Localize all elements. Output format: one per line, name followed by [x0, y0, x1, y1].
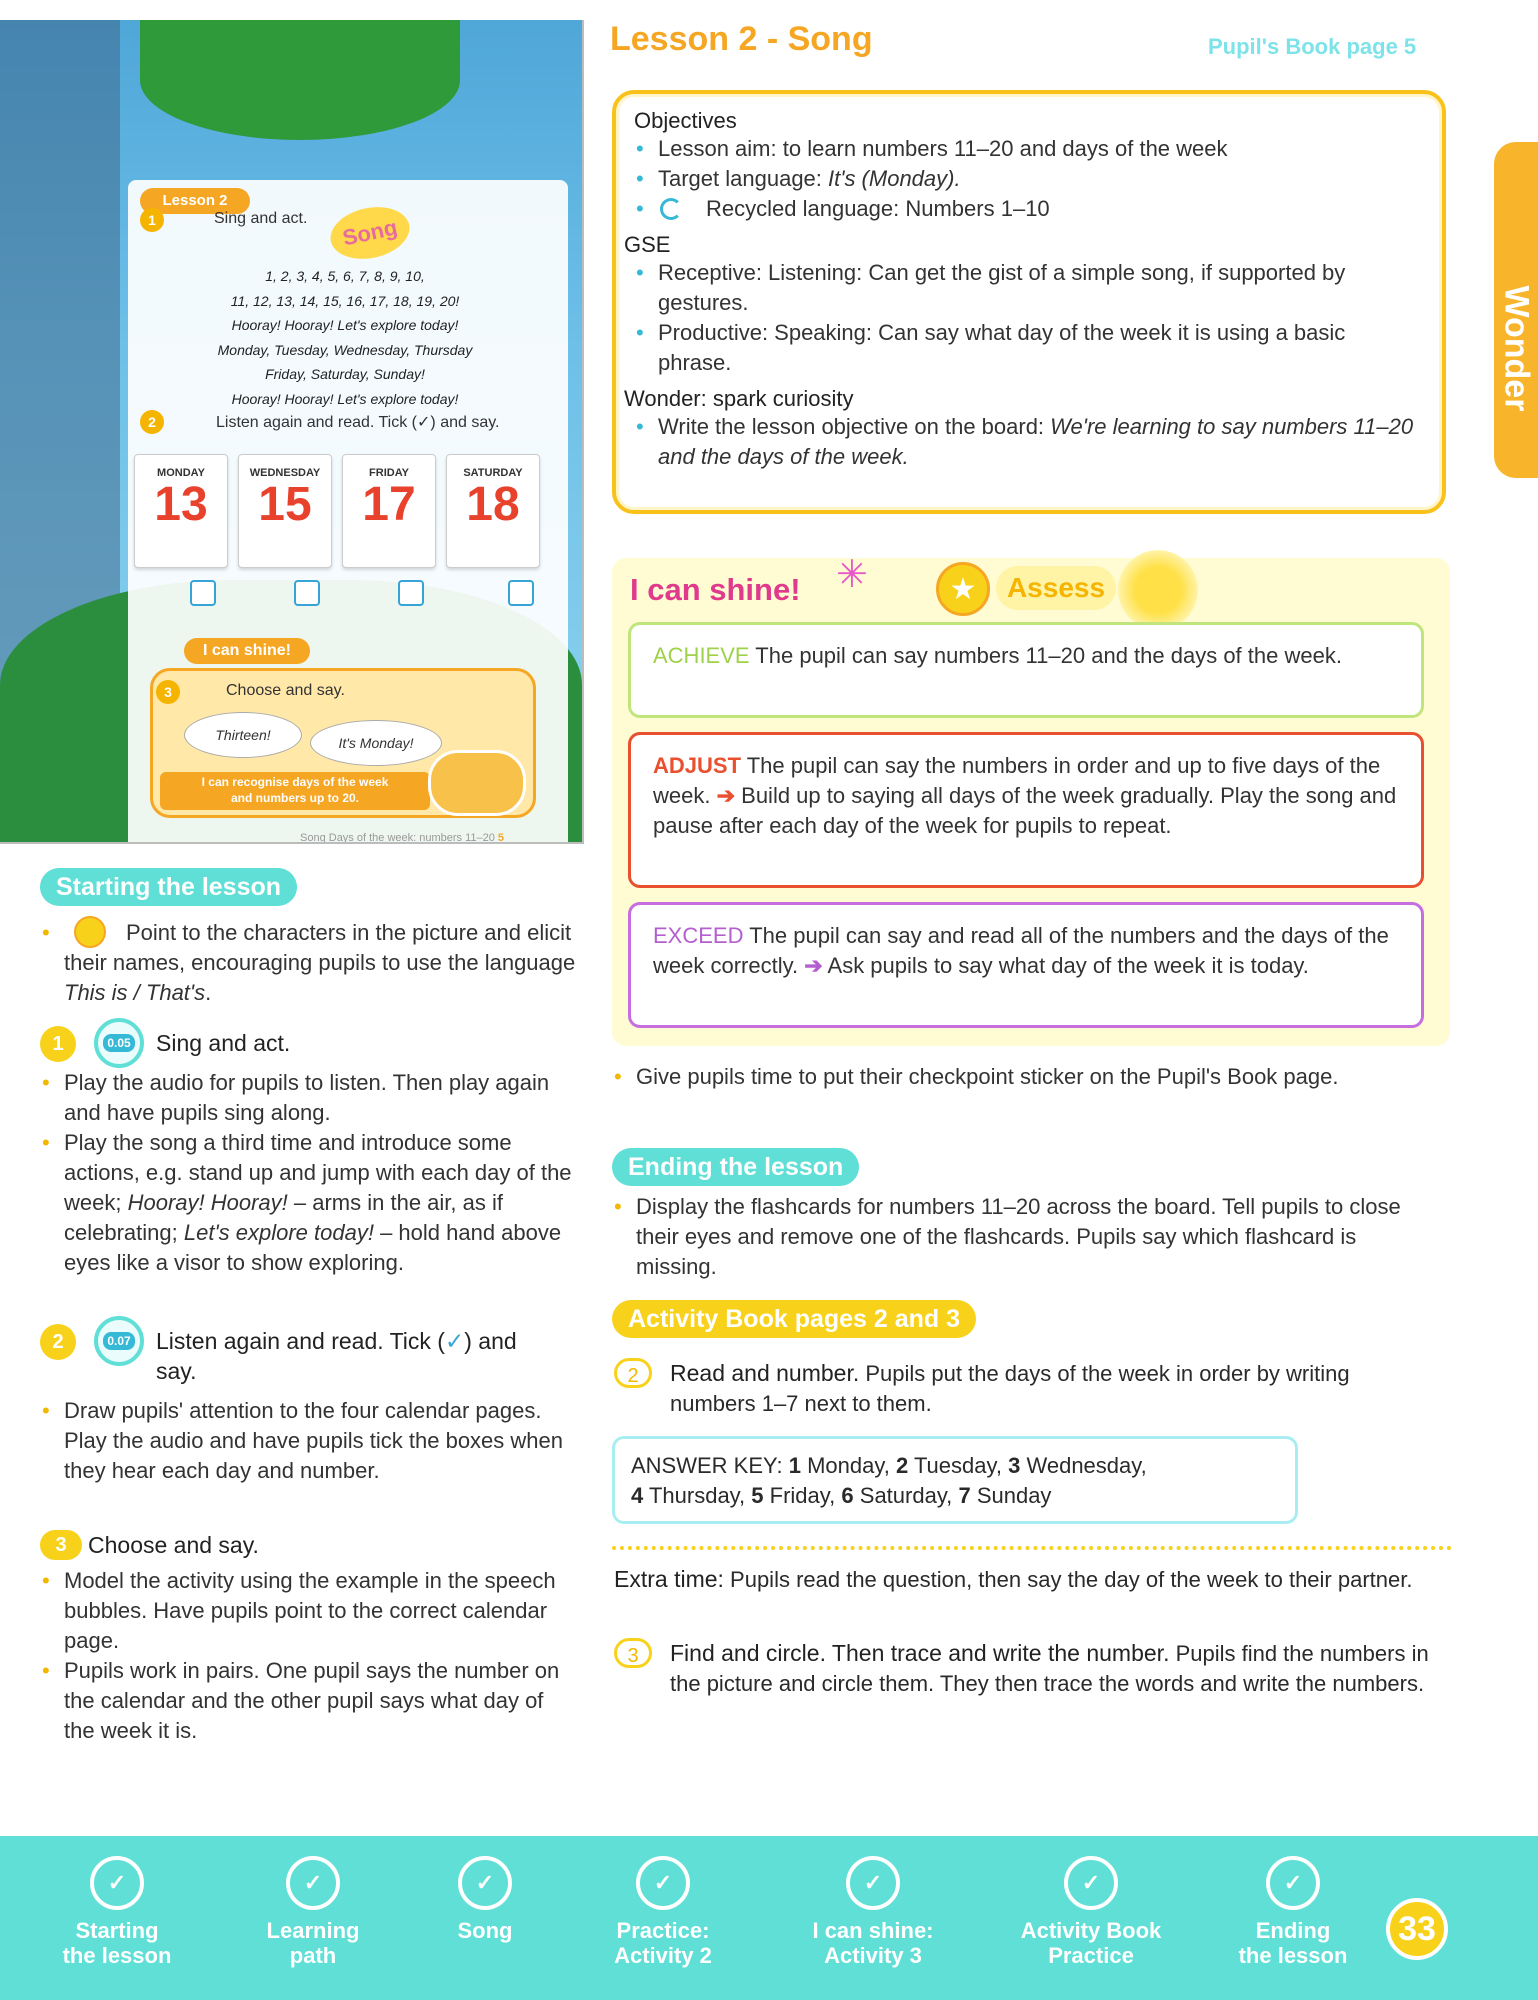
list-item: • Play the audio for pupils to listen. Then play again and have pupils sing along. [40, 1068, 580, 1128]
calendar-number: 15 [258, 478, 312, 531]
answer-number: 7 [958, 1483, 971, 1508]
calendar-day: WEDNESDAY [249, 467, 321, 479]
calendar-page [238, 454, 332, 568]
bullet-text: – hold hand above eyes like a visor to show exploring. [64, 1220, 562, 1275]
adjust-text: The pupil can say the numbers in order and up to five days of the week. [653, 753, 1381, 808]
checkbox-icon: ✓ [846, 1856, 900, 1910]
thumbnail-task2-text: Listen again and read. Tick (✓) and say. [216, 414, 500, 431]
sticker-note [612, 1062, 1442, 1092]
ending-lesson-section [612, 1192, 1442, 1282]
thumbnail-footer [300, 832, 504, 844]
arrow-right-icon: ➔ [716, 783, 736, 808]
nav-label: I can shine: [812, 1918, 934, 1943]
audio-track-label: 0.07 [103, 1332, 134, 1350]
ab-activity-text: Pupils find the numbers in the picture and circle them. They then trace the words and write the numbers. [670, 1641, 1429, 1696]
answer-number: 5 [751, 1483, 764, 1508]
calendar-tick-box [398, 580, 424, 606]
calendar-number: 13 [154, 478, 208, 531]
activity-2-notes [40, 1396, 580, 1486]
thumbnail-task3-text: Choose and say. [226, 682, 345, 699]
bullet-text: . [205, 980, 212, 1005]
exceed-text: Ask pupils to say what day of the week it is today. [822, 953, 1309, 978]
list-item: • Pupils work in pairs. One pupil says the number on the calendar and the other pupil says what day of the week it is. [40, 1656, 580, 1746]
ab-activity-2-badge: 2 [614, 1358, 652, 1388]
answer-number: 4 [631, 1483, 644, 1508]
lyric-line: Hooray! Hooray! Let's explore today! [231, 317, 459, 333]
pupils-book-thumbnail [0, 20, 584, 844]
activity-3-title: Choose and say. [88, 1532, 259, 1558]
calendar-day: FRIDAY [369, 467, 409, 479]
list-item [634, 134, 1424, 164]
goal-line: and numbers up to 20. [230, 791, 359, 805]
nav-label: Activity 2 [614, 1943, 712, 1968]
list-item [40, 1128, 580, 1278]
checkbox-icon: ✓ [1266, 1856, 1320, 1910]
wonder-heading: Wonder: spark curiosity [624, 386, 854, 411]
list-item [40, 918, 580, 1008]
assess-label: Assess [996, 566, 1116, 610]
nav-song[interactable] [400, 1856, 570, 1943]
nav-label: Practice [1048, 1943, 1134, 1968]
nav-label: path [289, 1943, 337, 1968]
ab-activity-3 [670, 1638, 1442, 1699]
answer-day: Sunday [976, 1483, 1052, 1508]
bullet-italic: This is / That's [64, 980, 206, 1005]
starting-lesson-section [40, 918, 580, 1008]
list-item [634, 318, 1424, 378]
lyric-line: 11, 12, 13, 14, 15, 16, 17, 18, 19, 20! [230, 292, 460, 309]
answer-key-label: ANSWER KEY: [631, 1453, 783, 1478]
lyric-line: Monday, Tuesday, Wednesday, Thursday [217, 341, 473, 358]
nav-label: Starting [75, 1918, 159, 1943]
achieve-label: ACHIEVE [653, 643, 750, 668]
value: to learn numbers 11–20 and days of the week [776, 136, 1228, 161]
bullet-text: Play the song a third time and introduce some actions, e.g. stand up and jump with each day of the week; [64, 1130, 572, 1215]
nav-learning-path[interactable] [228, 1856, 398, 1968]
label: Recycled language: [706, 196, 900, 221]
calendar-tick-box [190, 580, 216, 606]
answer-key-box [612, 1436, 1298, 1524]
nav-activity-book-practice[interactable] [1006, 1856, 1176, 1968]
value: Can get the gist of a simple song, if supported by gestures. [658, 260, 1346, 315]
answer-day: Friday, [769, 1483, 836, 1508]
lyric-line: Friday, Saturday, Sunday! [265, 366, 425, 382]
value: It's (Monday). [821, 166, 961, 191]
ab-activity-2 [670, 1358, 1440, 1419]
list-item [634, 258, 1424, 318]
activity-book-heading: Activity Book pages 2 and 3 [612, 1300, 976, 1338]
audio-headphones-icon[interactable] [94, 1018, 144, 1068]
list-item: • Model the activity using the example in the speech bubbles. Have pupils point to the correct calendar page. [40, 1566, 580, 1656]
sparkle-icon: ✳ [836, 554, 868, 596]
answer-day: Saturday, [859, 1483, 953, 1508]
answer-number: 1 [788, 1453, 801, 1478]
value-italic: We're learning to say numbers 11–20 and the days of the week. [658, 414, 1414, 469]
lyric-line: 1, 2, 3, 4, 5, 6, 7, 8, 9, 10, [265, 268, 425, 284]
bullet-text: Point to the characters in the picture and elicit their names, encouraging pupils to use the language [64, 920, 576, 975]
value: Write the lesson objective on the board: [658, 414, 1051, 439]
thumbnail-footer-text: Song Days of the week: numbers 11–20 [300, 832, 495, 844]
checkbox-icon: ✓ [636, 1856, 690, 1910]
checkbox-icon: ✓ [1064, 1856, 1118, 1910]
adjust-text: Build up to saying all days of the week gradually. Play the song and pause after each day of the week for pupils to repeat. [653, 783, 1397, 838]
list-item: • Draw pupils' attention to the four calendar pages. Play the audio and have pupils tick the boxes when they hear each day and number. [40, 1396, 580, 1486]
ab-activity-title: Find and circle. Then trace and write the number. [670, 1640, 1170, 1666]
list-item: • Give pupils time to put their checkpoint sticker on the Pupil's Book page. [612, 1062, 1442, 1092]
calendar-number: 18 [466, 478, 520, 531]
calendar-tick-box [294, 580, 320, 606]
star-character-icon [74, 916, 106, 948]
dotted-divider [612, 1546, 1452, 1550]
arrow-right-icon: ➔ [804, 953, 823, 978]
thumbnail-shine-label: I can shine! [184, 638, 310, 664]
adjust-label: ADJUST [653, 753, 742, 778]
activity-3-badge: 3 [40, 1530, 82, 1560]
extra-time-label: Extra time: [614, 1566, 724, 1592]
label: Lesson aim: [658, 136, 777, 161]
audio-track-label: 0.05 [103, 1034, 134, 1052]
nav-starting-the-lesson[interactable] [32, 1856, 202, 1968]
value: Can say what day of the week it is using a basic phrase. [658, 320, 1346, 375]
answer-day: Wednesday, [1026, 1453, 1147, 1478]
achieve-text: The pupil can say numbers 11–20 and the days of the week. [749, 643, 1342, 668]
thumbnail-task1-text: Sing and act. [214, 210, 308, 227]
nav-ending-the-lesson[interactable] [1208, 1856, 1378, 1968]
objectives-heading: Objectives [634, 108, 737, 133]
thumbnail-tree [140, 20, 460, 140]
title-text: ) and say. [156, 1328, 517, 1384]
thumbnail-task1-badge: 1 [140, 208, 164, 232]
pupils-book-reference: Pupil's Book page 5 [1208, 34, 1417, 59]
checkbox-icon: ✓ [286, 1856, 340, 1910]
ab-activity-title: Read and number. [670, 1360, 860, 1386]
extra-time-note [614, 1564, 1444, 1595]
adjust-card [628, 732, 1424, 888]
activity-2-title [156, 1326, 556, 1386]
calendar-page [134, 454, 228, 568]
nav-label: Learning [266, 1918, 360, 1943]
title-text: Listen again and read. Tick ( [156, 1328, 445, 1354]
list-item [634, 194, 1424, 224]
page-number: 33 [1386, 1898, 1448, 1960]
assess-star-icon: ★ [936, 562, 990, 616]
wonder-side-tab-label [1497, 286, 1536, 346]
objectives-content [624, 108, 1424, 472]
thumbnail-page-number: 5 [497, 832, 505, 844]
audio-headphones-icon[interactable] [94, 1316, 144, 1366]
ab-activity-text: Pupils put the days of the week in order by writing numbers 1–7 next to them. [670, 1361, 1350, 1416]
exceed-text: The pupil can say and read all of the numbers and the days of the week correctly. [653, 923, 1389, 978]
speech-bubble: It's Monday! [310, 720, 442, 766]
calendar-day: SATURDAY [463, 467, 523, 479]
ab-activity-3-badge: 3 [614, 1638, 652, 1668]
label: Productive: Speaking: [658, 320, 873, 345]
list-item [634, 412, 1424, 472]
i-can-shine-heading: I can shine! [630, 572, 801, 607]
nav-label: Song [457, 1918, 513, 1943]
label: Target language: [658, 166, 822, 191]
value: Numbers 1–10 [899, 196, 1050, 221]
nav-label: the lesson [62, 1943, 172, 1968]
calendar-number: 17 [362, 478, 416, 531]
label: Receptive: Listening: [658, 260, 863, 285]
thumbnail-task3-badge: 3 [156, 680, 180, 704]
answer-day: Tuesday, [913, 1453, 1002, 1478]
list-item [634, 164, 1424, 194]
thumbnail-lyrics [160, 264, 530, 411]
ending-lesson-heading: Ending the lesson [612, 1148, 859, 1186]
bullet-text: – arms in the air, as if celebrating; [64, 1190, 503, 1245]
nav-i-can-shine-activity-3[interactable] [788, 1856, 958, 1968]
starting-lesson-heading: Starting the lesson [40, 868, 297, 906]
activity-2-badge: 2 [40, 1324, 76, 1360]
thumbnail-goal-bar [160, 772, 430, 810]
activity-1-notes [40, 1068, 580, 1278]
nav-label: Practice: [616, 1918, 710, 1943]
activity-3-notes [40, 1566, 580, 1746]
gse-heading: GSE [624, 232, 671, 257]
calendar-day: MONDAY [157, 467, 205, 479]
answer-number: 6 [841, 1483, 854, 1508]
thumbnail-star-icon [428, 750, 526, 816]
thumbnail-song-badge: Song [326, 200, 415, 266]
speech-bubble: Thirteen! [184, 712, 302, 758]
thumbnail-task2-badge: 2 [140, 410, 164, 434]
nav-label: Activity 3 [824, 1943, 922, 1968]
sun-decoration [1118, 550, 1198, 630]
nav-label: Activity Book [1020, 1918, 1162, 1943]
lyric-line: Hooray! Hooray! Let's explore today! [231, 390, 459, 407]
answer-number: 2 [895, 1453, 909, 1478]
nav-practice-activity-2[interactable] [578, 1856, 748, 1968]
checkbox-icon: ✓ [90, 1856, 144, 1910]
calendar-page [446, 454, 540, 568]
achieve-card [628, 622, 1424, 718]
bullet-italic: Hooray! Hooray! [127, 1190, 288, 1215]
answer-day: Monday, [807, 1453, 890, 1478]
nav-label: the lesson [1238, 1943, 1348, 1968]
list-item: • Display the flashcards for numbers 11–20 across the board. Tell pupils to close their eyes and remove one of the flashcards. Pupils say which flashcard is missing. [612, 1192, 1442, 1282]
bullet-italic: Let's explore today! [183, 1220, 374, 1245]
thumbnail-lesson-label: Lesson 2 [140, 188, 250, 214]
extra-time-text: Pupils read the question, then say the day of the week to their partner. [723, 1567, 1413, 1592]
recycle-icon [660, 198, 682, 220]
goal-line: I can recognise days of the week [201, 775, 389, 789]
activity-1-title: Sing and act. [156, 1030, 291, 1056]
calendar-page [342, 454, 436, 568]
exceed-label: EXCEED [653, 923, 744, 948]
exceed-card [628, 902, 1424, 1028]
page-title: Lesson 2 - Song [610, 20, 873, 58]
activity-1-badge: 1 [40, 1026, 76, 1062]
answer-day: Thursday, [648, 1483, 746, 1508]
calendar-tick-box [508, 580, 534, 606]
checkbox-icon: ✓ [458, 1856, 512, 1910]
tick-icon: ✓ [444, 1328, 465, 1354]
nav-label: Ending [1255, 1918, 1331, 1943]
answer-number: 3 [1008, 1453, 1021, 1478]
